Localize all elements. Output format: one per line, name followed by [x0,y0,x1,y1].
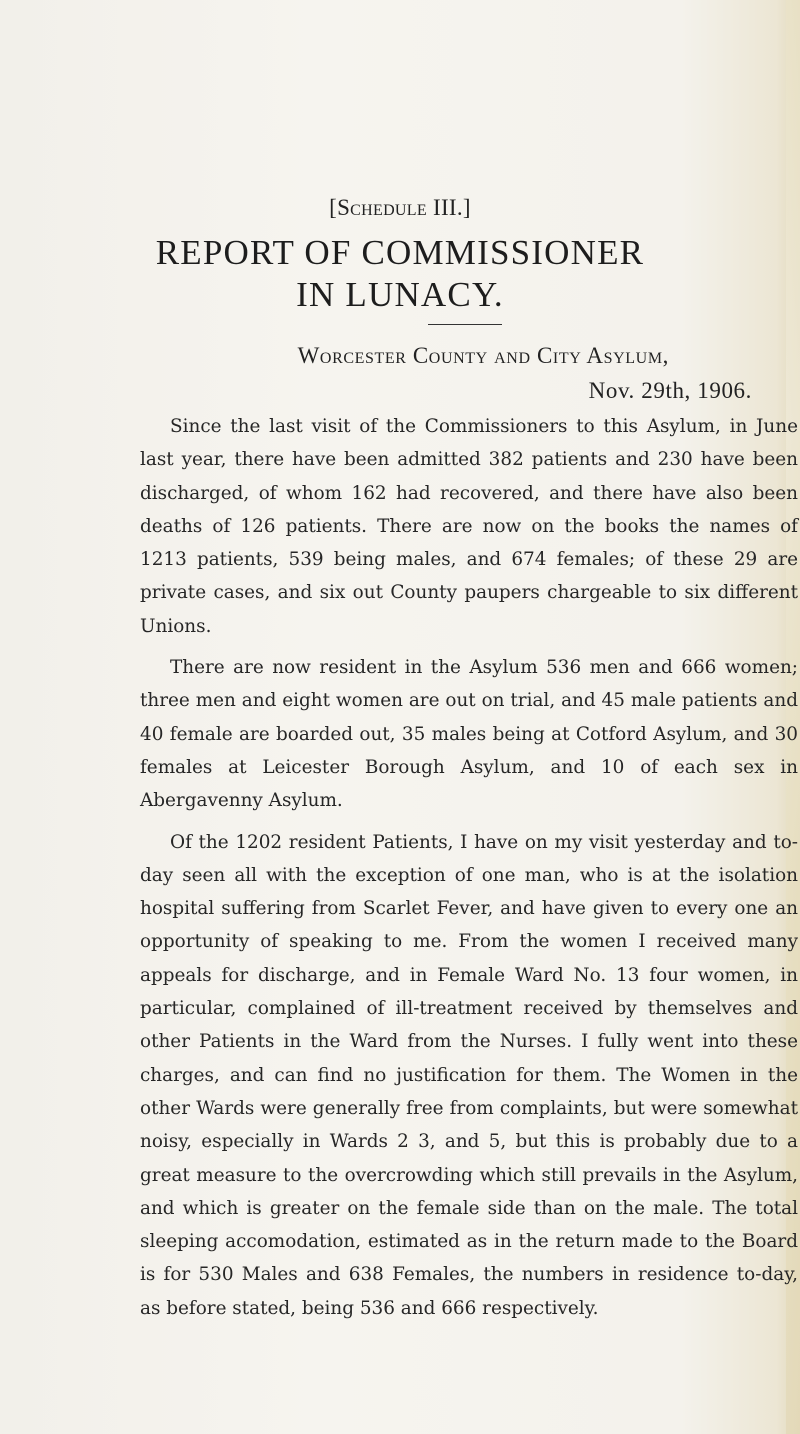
paragraph-residents: There are now resident in the Asylum 536 men and 666 women; three men and eight women are out on trial, and 45 male patients and 40 female are boarded out, 35 males being at Cotford Asylum, and 30 females at Leicester Borough Asylum, and 10 of each sex in Abergavenny Asylum. [140,657,798,812]
title-divider [428,324,502,325]
institution-name: Worcester County and City Asylum, [297,343,669,368]
paragraph-admissions: Since the last visit of the Commissioners to this Asylum, in June last year, there have been admitted 382 patients and 230 have been discharged, of whom 162 had recovered, and there have also been deaths of 126 patients. There are now on the books the names of 1213 patients, 539 being males, and 674 females; of these 29 are private cases, and six out County paupers chargeable to six different Unions. [140,416,798,637]
report-date: Nov. 29th, 1906. [588,378,752,403]
schedule-label: [Schedule III.] [329,195,471,220]
report-title-line-1: REPORT OF COMMISSIONER [155,233,645,272]
report-title-line-2: IN LUNACY. [296,275,504,314]
report-title [0,232,800,316]
paragraph-visit: Of the 1202 resident Patients, I have on my visit yesterday and to-day seen all with the exception of one man, who is at the isolation hospital suffering from Scarlet Fever, and have given to every one an opportunity of speaking to me. From the women I received many appeals for discharge, and in Female Ward No. 13 four women, in particular, complained of ill-treatment received by themselves and other Patients in the Ward from the Nurses. I fully went into these charges, and can find no justification for them. The Women in the other Wards were generally free from complaints, but were somewhat noisy, especially in Wards 2 3, and 5, but this is probably due to a great measure to the overcrowding which still prevails in the Asylum, and which is greater on the female side than on the male. The total sleeping accomodation, estimated as in the return made to the Board is for 530 Males and 638 Females, the numbers in residence to-day, as before stated, being 536 and 666 respectively. [140,831,798,1319]
report-body [140,410,798,1325]
